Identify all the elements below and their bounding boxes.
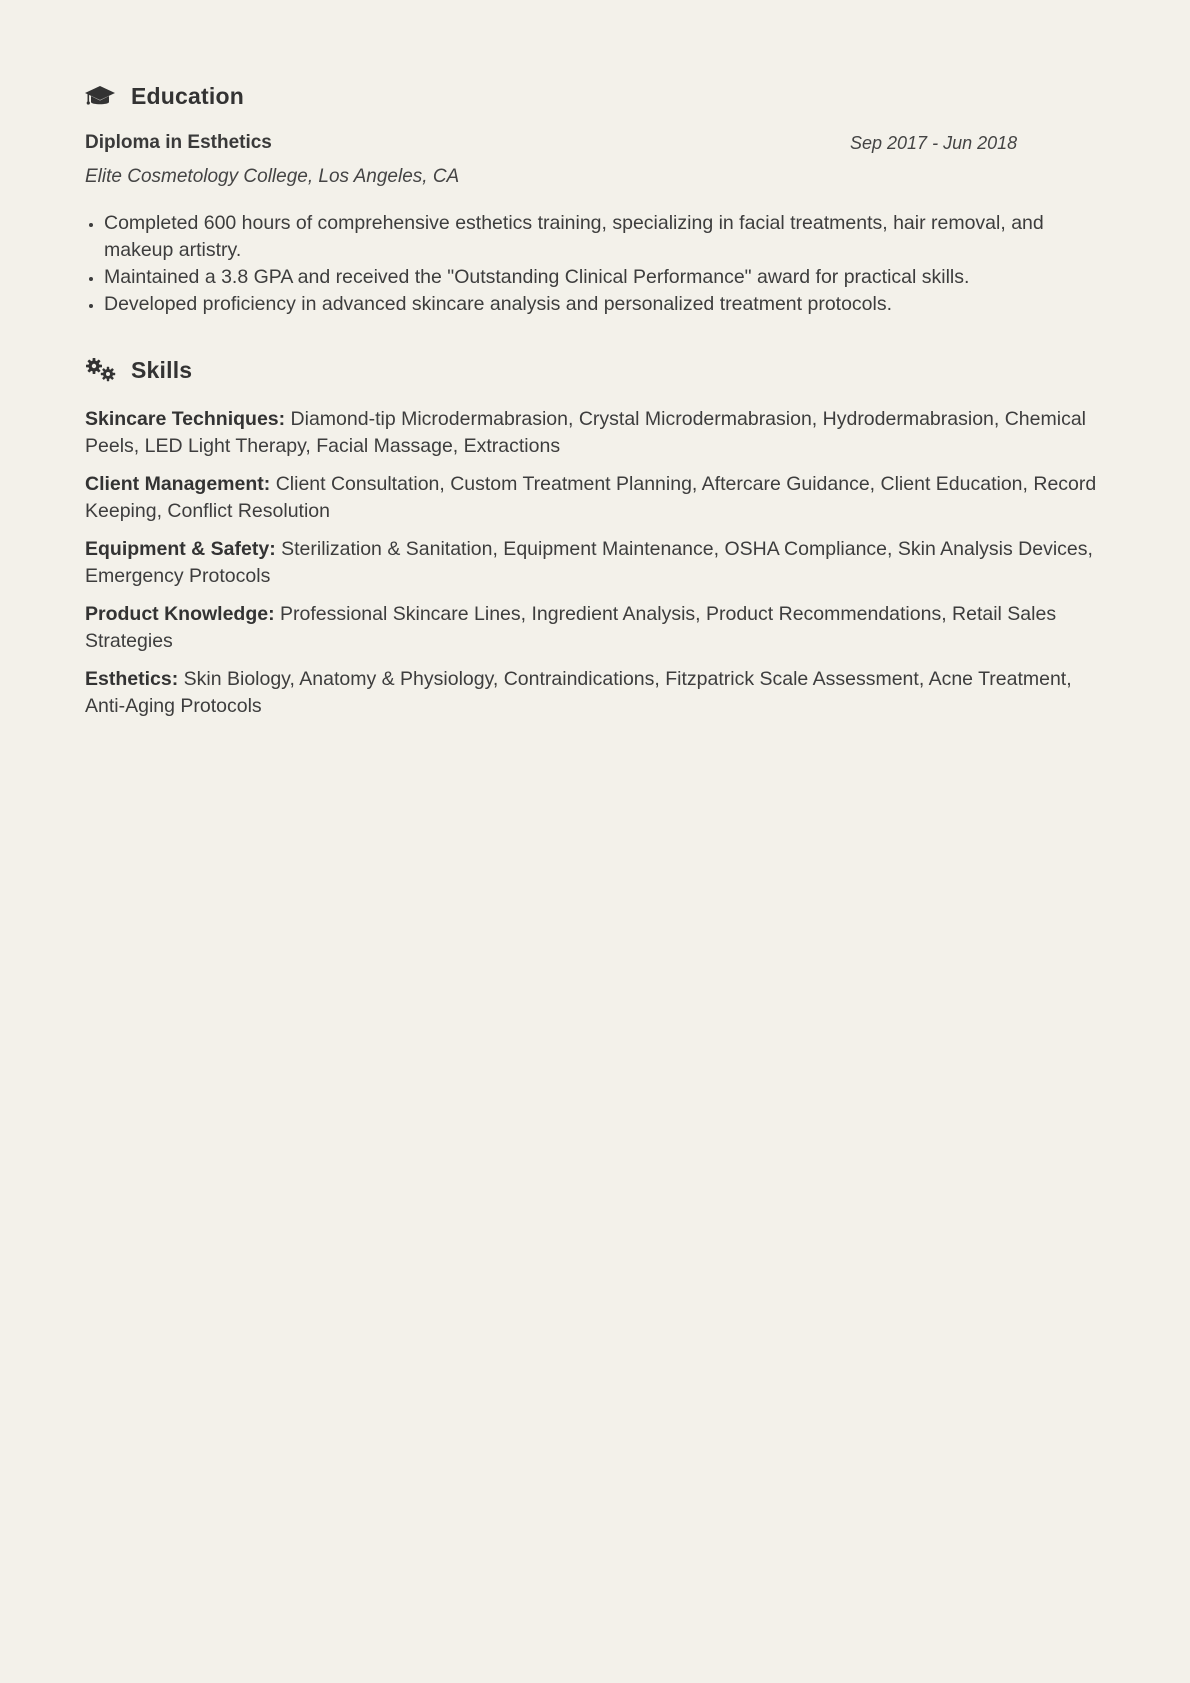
degree-row [85, 130, 1105, 156]
skill-text: Sterilization & Sanitation, Equipment Maintenance, OSHA Compliance, Skin Analysis Devices, Emergency Protocols [85, 538, 1093, 587]
skill-label: Equipment & Safety: [85, 538, 276, 560]
skills-section [85, 352, 1105, 720]
skill-row [85, 536, 1105, 590]
section-title: Skills [131, 356, 193, 383]
graduation-cap-icon [85, 82, 117, 110]
school-name: Elite Cosmetology College, Los Angeles, CA [85, 166, 460, 187]
skill-text: Professional Skincare Lines, Ingredient Analysis, Product Recommendations, Retail Sales Strategies [85, 603, 1057, 652]
skill-row [85, 601, 1105, 655]
skill-row [85, 666, 1105, 720]
skill-label: Skincare Techniques: [85, 408, 286, 430]
skill-row [85, 471, 1105, 525]
skill-text: Skin Biology, Anatomy & Physiology, Contraindications, Fitzpatrick Scale Assessment, Acne Treatment, Anti-Aging Protocols [85, 668, 1072, 717]
skill-text: Client Consultation, Custom Treatment Planning, Aftercare Guidance, Client Education, Record Keeping, Conflict Resolution [85, 473, 1097, 522]
education-section [85, 78, 1105, 318]
skill-label: Esthetics: [85, 668, 179, 690]
degree-title: Diploma in Esthetics [85, 132, 272, 153]
education-bullets [85, 210, 1105, 318]
education-entry [85, 130, 1105, 318]
education-dates: Sep 2017 - Jun 2018 [850, 133, 1018, 153]
list-item: • Developed proficiency in advanced skincare analysis and personalized treatment protocols. [104, 291, 1105, 318]
skill-label: Client Management: [85, 473, 271, 495]
skill-row [85, 406, 1105, 460]
list-item: • Completed 600 hours of comprehensive esthetics training, specializing in facial treatments, hair removal, and makeup artistry. [104, 210, 1105, 264]
list-item: • Maintained a 3.8 GPA and received the "Outstanding Clinical Performance" award for practical skills. [104, 264, 1105, 291]
skills-list [85, 406, 1105, 720]
skill-text: Diamond-tip Microdermabrasion, Crystal Microdermabrasion, Hydrodermabrasion, Chemical Peels, LED Light Therapy, Facial Massage, Extractions [85, 408, 1086, 457]
education-header [85, 78, 1105, 114]
skill-label: Product Knowledge: [85, 603, 275, 625]
skills-header [85, 352, 1105, 388]
section-title: Education [131, 82, 244, 109]
gears-icon [85, 356, 117, 384]
resume-page [85, 78, 1105, 731]
